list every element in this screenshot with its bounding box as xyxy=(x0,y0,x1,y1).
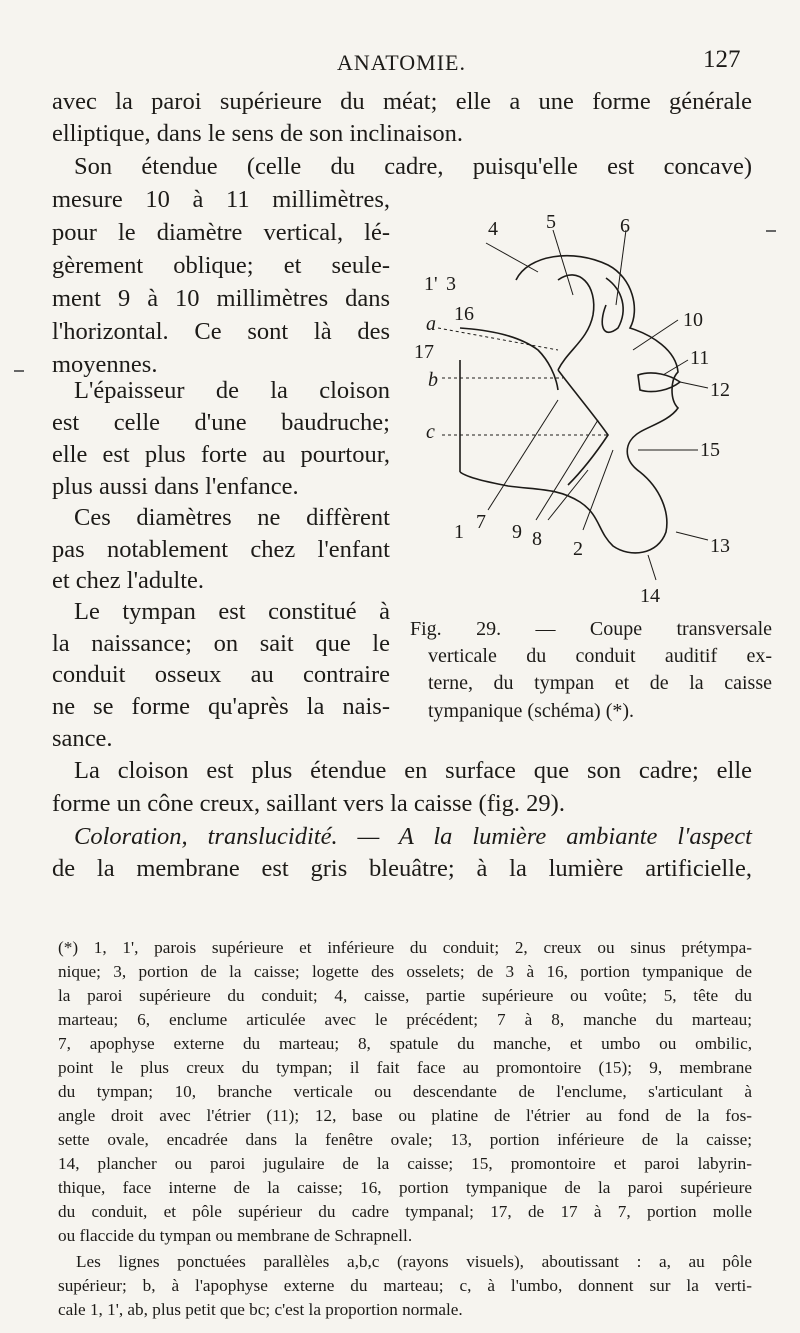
body-line: elliptique, dans le sens de son inclinaison. xyxy=(52,120,463,147)
leader-line xyxy=(633,320,678,350)
body-line: sance. xyxy=(52,725,113,752)
ossicle-incus xyxy=(602,278,623,332)
body-line: Ces diamètres ne diffèrent xyxy=(74,504,390,531)
leader-line xyxy=(486,243,538,272)
body-line: et chez l'adulte. xyxy=(52,567,205,594)
margin-mark xyxy=(14,370,24,372)
body-line: l'horizontal. Ce sont là des xyxy=(52,318,390,345)
figure-caption-line: Fig. 29. — Coupe transversale xyxy=(410,618,772,640)
fig-label: 2 xyxy=(573,538,583,560)
fig-label: 9 xyxy=(512,521,522,543)
footnote-line: nique; 3, portion de la caisse; logette des osselets; de 3 à 16, portion tympanique de xyxy=(58,962,752,981)
fig-label: 3 xyxy=(446,273,456,295)
tympanic-cavity-outline xyxy=(460,256,678,553)
tympanic-membrane xyxy=(558,370,608,485)
body-line: est celle d'une baudruche; xyxy=(52,409,390,436)
body-line: pas notablement chez l'enfant xyxy=(52,536,390,563)
leader-line xyxy=(676,532,708,540)
fig-label: 13 xyxy=(710,535,730,557)
figure-caption-line: verticale du conduit auditif ex- xyxy=(428,645,772,667)
body-line: Son étendue (celle du cadre, puisqu'elle est concave) xyxy=(74,153,752,180)
leader-line xyxy=(548,470,588,520)
fig-label: b xyxy=(428,369,438,391)
footnote-line: Les lignes ponctuées parallèles a,b,c (rayons visuels), aboutissant : a, au pôle xyxy=(76,1252,752,1271)
leader-line xyxy=(648,555,656,580)
figure-caption-line: tympanique (schéma) (*). xyxy=(428,700,635,722)
ear-section-diagram xyxy=(408,210,768,610)
fig-label: 8 xyxy=(532,528,542,550)
fig-label: 7 xyxy=(476,511,486,533)
fig-label: 15 xyxy=(700,439,720,461)
body-line: plus aussi dans l'enfance. xyxy=(52,473,299,500)
running-title: ANATOMIE. xyxy=(337,50,466,75)
fig-label: 1' xyxy=(424,273,438,295)
canal-upper-wall xyxy=(460,328,558,390)
footnote-line: (*) 1, 1', parois supérieure et inférieure du conduit; 2, creux ou sinus prétympa- xyxy=(58,938,752,957)
body-line: ment 9 à 10 millimètres dans xyxy=(52,285,390,312)
footnote-line: du conduit, et pôle supérieur du cadre tympanal; 17, de 17 à 7, portion molle xyxy=(58,1202,752,1221)
fig-label: 5 xyxy=(546,211,556,233)
fig-label: a xyxy=(426,313,436,335)
running-header xyxy=(0,44,800,78)
footnote-line: 14, plancher ou paroi jugulaire de la caisse; 15, promontoire et paroi labyrin- xyxy=(58,1154,752,1173)
footnote-line: cale 1, 1', ab, plus petit que bc; c'est la proportion normale. xyxy=(58,1300,463,1319)
body-line: avec la paroi supérieure du méat; elle a une forme générale xyxy=(52,88,752,115)
body-line: elle est plus forte au pourtour, xyxy=(52,441,390,468)
body-line: mesure 10 à 11 millimètres, xyxy=(52,186,390,213)
body-line: Le tympan est constitué à xyxy=(74,598,390,625)
body-line: de la membrane est gris bleuâtre; à la lumière artificielle, xyxy=(52,855,752,882)
leader-line xyxy=(680,382,708,388)
body-line: forme un cône creux, saillant vers la caisse (fig. 29). xyxy=(52,790,565,817)
fig-label: 6 xyxy=(620,215,630,237)
footnote-line: la paroi supérieure du conduit; 4, caisse, partie supérieure ou voûte; 5, tête du xyxy=(58,986,752,1005)
fig-label: 4 xyxy=(488,218,498,240)
footnote-line: angle droit avec l'étrier (11); 12, base ou platine de l'étrier au fond de la fos- xyxy=(58,1106,752,1125)
body-line-section: Coloration, translucidité. — A la lumière ambiante l'aspect xyxy=(74,823,752,850)
footnote-line: du tympan; 10, branche verticale ou descendante de l'enclume, s'articulant à xyxy=(58,1082,752,1101)
body-line: L'épaisseur de la cloison xyxy=(74,377,390,404)
body-line: ne se forme qu'après la nais- xyxy=(52,693,390,720)
fig-label: c xyxy=(426,421,435,443)
stapes xyxy=(638,373,680,392)
footnote-line: sette ovale, encadrée dans la fenêtre ovale; 13, portion inférieure de la caisse; xyxy=(58,1130,752,1149)
fig-label: 1 xyxy=(454,521,464,543)
body-line: La cloison est plus étendue en surface que son cadre; elle xyxy=(74,757,752,784)
footnote-line: supérieur; b, à l'apophyse externe du marteau; c, à l'umbo, donnent sur la verti- xyxy=(58,1276,752,1295)
figure-caption-line: terne, du tympan et de la caisse xyxy=(428,672,772,694)
body-line: conduit osseux au contraire xyxy=(52,661,390,688)
footnote-line: point le plus creux du tympan; il fait face au promontoire (15); 9, membrane xyxy=(58,1058,752,1077)
fig-label: 10 xyxy=(683,309,703,331)
fig-label: 14 xyxy=(640,585,660,607)
ossicle-malleus-head xyxy=(558,275,594,370)
ray-a xyxy=(438,328,558,350)
leader-line xyxy=(488,400,558,510)
footnote-line: marteau; 6, enclume articulée avec le précédent; 7 à 8, manche du marteau; xyxy=(58,1010,752,1029)
body-line: moyennes. xyxy=(52,351,158,378)
fig-label: 17 xyxy=(414,341,434,363)
footnote-line: thique, face interne de la caisse; 16, portion tympanique de la paroi supérieure xyxy=(58,1178,752,1197)
leader-line xyxy=(553,230,573,295)
fig-label: 12 xyxy=(710,379,730,401)
footnote-line: ou flaccide du tympan ou membrane de Schrapnell. xyxy=(58,1226,413,1245)
body-line: la naissance; on sait que le xyxy=(52,630,390,657)
body-line: gèrement oblique; et seule- xyxy=(52,252,390,279)
fig-label: 16 xyxy=(454,303,474,325)
figure-labels xyxy=(414,211,730,607)
footnote-line: 7, apophyse externe du marteau; 8, spatule du manche, et umbo ou ombilic, xyxy=(58,1034,752,1053)
leader-line xyxy=(616,230,626,305)
page-number: 127 xyxy=(703,46,741,73)
fig-label: 11 xyxy=(690,347,710,369)
body-line: pour le diamètre vertical, lé- xyxy=(52,219,390,246)
